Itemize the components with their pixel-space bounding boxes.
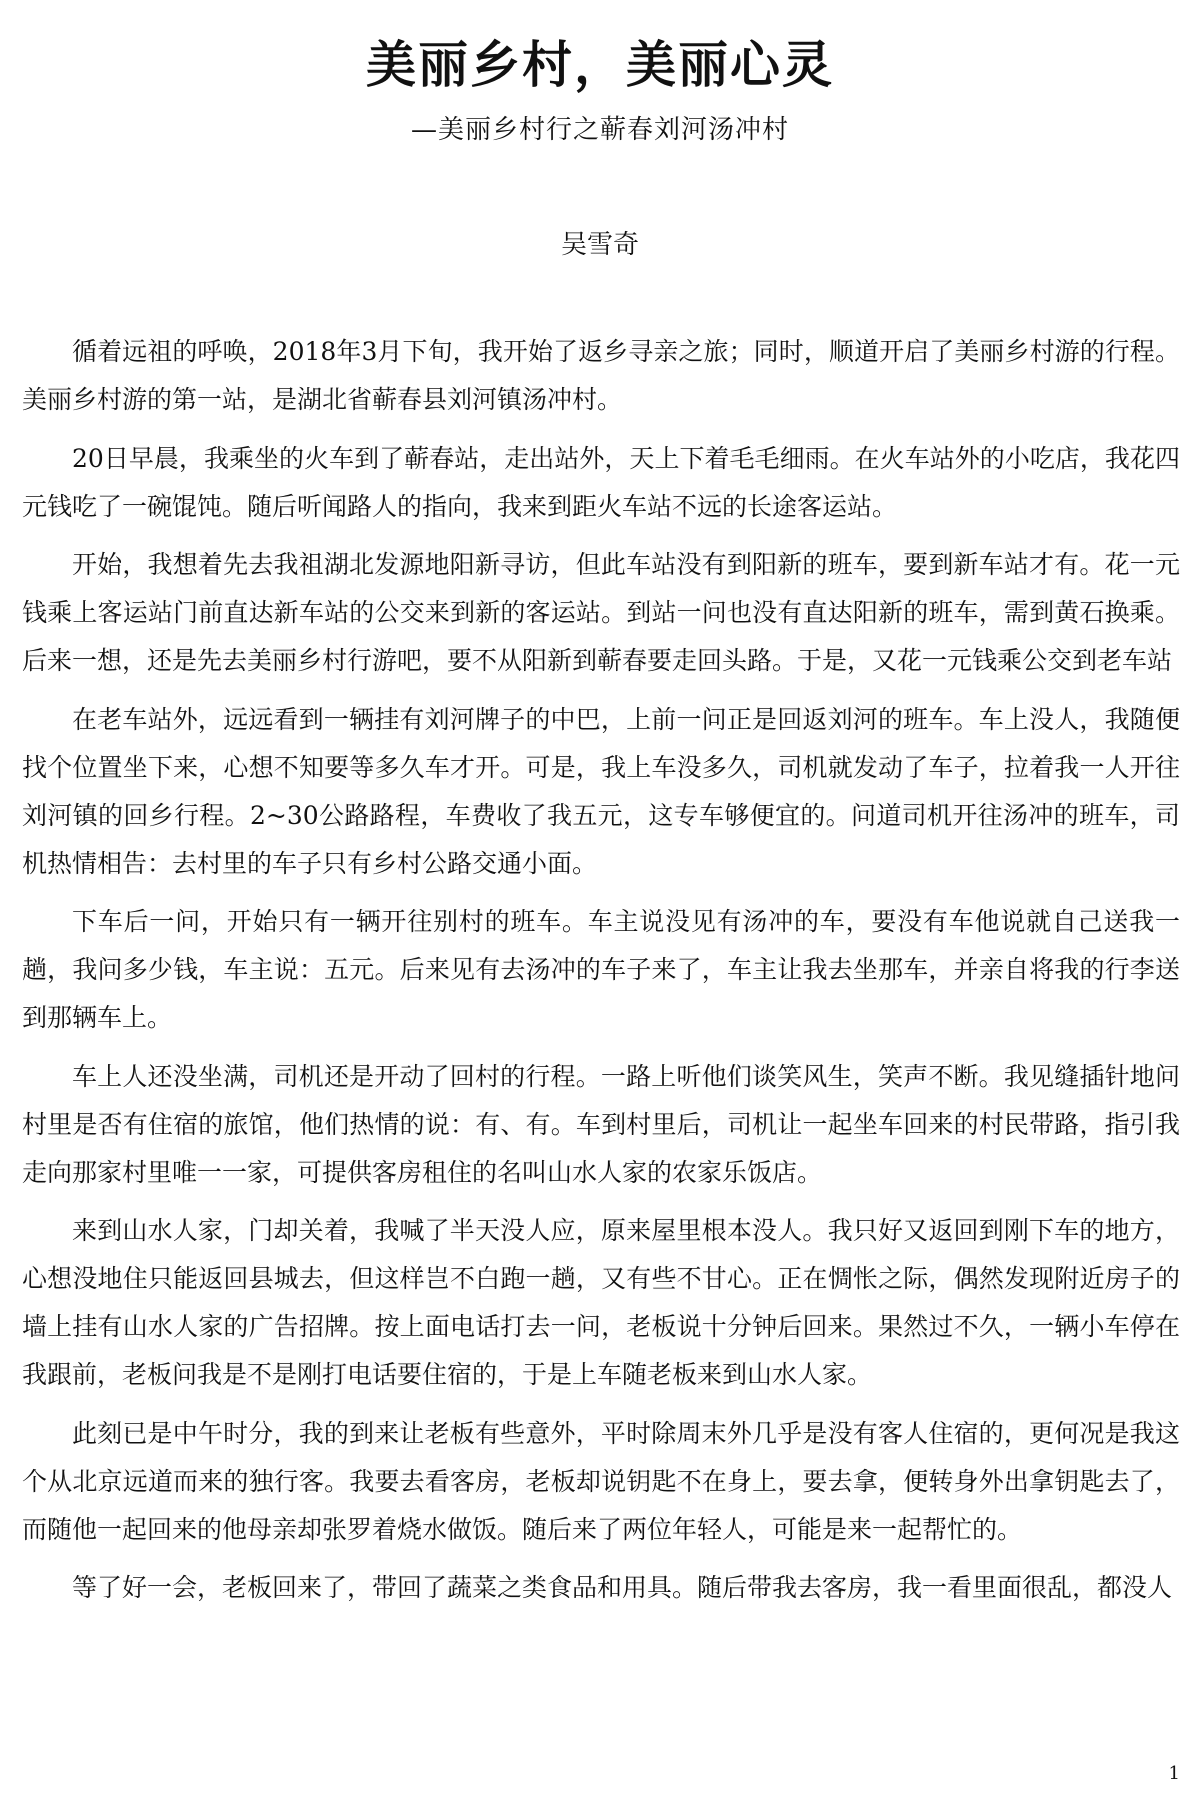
paragraph: 下车后一问，开始只有一辆开往别村的班车。车主说没见有汤冲的车，要没有车他说就自己送我一趟，我问多少钱，车主说：五元。后来见有去汤冲的车子来了，车主让我去坐那车，并亲自将我的行李送到那辆车上。 [22, 907, 1180, 1032]
article-body [22, 328, 1180, 1623]
paragraph: 车上人还没坐满，司机还是开动了回村的行程。一路上听他们谈笑风生，笑声不断。我见缝插针地问村里是否有住宿的旅馆，他们热情的说：有、有。车到村里后，司机让一起坐车回来的村民带路，指引我走向那家村里唯一一家，可提供客房租住的名叫山水人家的农家乐饭店。 [22, 1061, 1180, 1187]
paragraph: 此刻已是中午时分，我的到来让老板有些意外，平时除周末外几乎是没有客人住宿的，更何况是我这个从北京远道而来的独行客。我要去看客房，老板却说钥匙不在身上，要去拿，便转身外出拿钥匙去了，而随他一起回来的他母亲却张罗着烧水做饭。随后来了两位年轻人，可能是来一起帮忙的。 [22, 1418, 1180, 1544]
paragraph: 来到山水人家，门却关着，我喊了半天没人应，原来屋里根本没人。我只好又返回到刚下车的地方，心想没地住只能返回县城去，但这样岂不白跑一趟，又有些不甘心。正在惆怅之际，偶然发现附近房子的墙上挂有山水人家的广告招牌。按上面电话打去一问，老板说十分钟后回来。果然过不久，一辆小车停在我跟前，老板问我是不是刚打电话要住宿的，于是上车随老板来到山水人家。 [22, 1216, 1180, 1389]
page-number: 1 [1168, 1763, 1180, 1784]
author-name: 吴雪奇 [560, 230, 639, 260]
paragraph: 20日早晨，我乘坐的火车到了蕲春站，走出站外，天上下着毛毛细雨。在火车站外的小吃店，我花四元钱吃了一碗馄饨。随后听闻路人的指向，我来到距火车站不远的长途客运站。 [22, 443, 1180, 521]
paragraph: 循着远祖的呼唤，2018年3月下旬，我开始了返乡寻亲之旅；同时，顺道开启了美丽乡村游的行程。美丽乡村游的第一站，是湖北省蕲春县刘河镇汤冲村。 [22, 337, 1180, 414]
document-title: 美丽乡村，美丽心灵 [366, 36, 834, 94]
paragraph: 开始，我想着先去我祖湖北发源地阳新寻访，但此车站没有到阳新的班车，要到新车站才有。花一元钱乘上客运站门前直达新车站的公交来到新的客运站。到站一问也没有直达阳新的班车，需到黄石换乘。后来一想，还是先去美丽乡村行游吧，要不从阳新到蕲春要走回头路。于是，又花一元钱乘公交到老车站 [22, 550, 1180, 675]
paragraph: 等了好一会，老板回来了，带回了蔬菜之类食品和用具。随后带我去客房，我一看里面很乱，都没人 [72, 1573, 1173, 1602]
document-subtitle: —美丽乡村行之蕲春刘河汤冲村 [410, 115, 789, 145]
paragraph: 在老车站外，远远看到一辆挂有刘河牌子的中巴，上前一问正是回返刘河的班车。车上没人，我随便找个位置坐下来，心想不知要等多久车才开。可是，我上车没多久，司机就发动了车子，拉着我一人开往刘河镇的回乡行程。2~30公路路程，车费收了我五元，这专车够便宜的。问道司机开往汤冲的班车，司机热情相告：去村里的车子只有乡村公路交通小面。 [22, 704, 1180, 878]
